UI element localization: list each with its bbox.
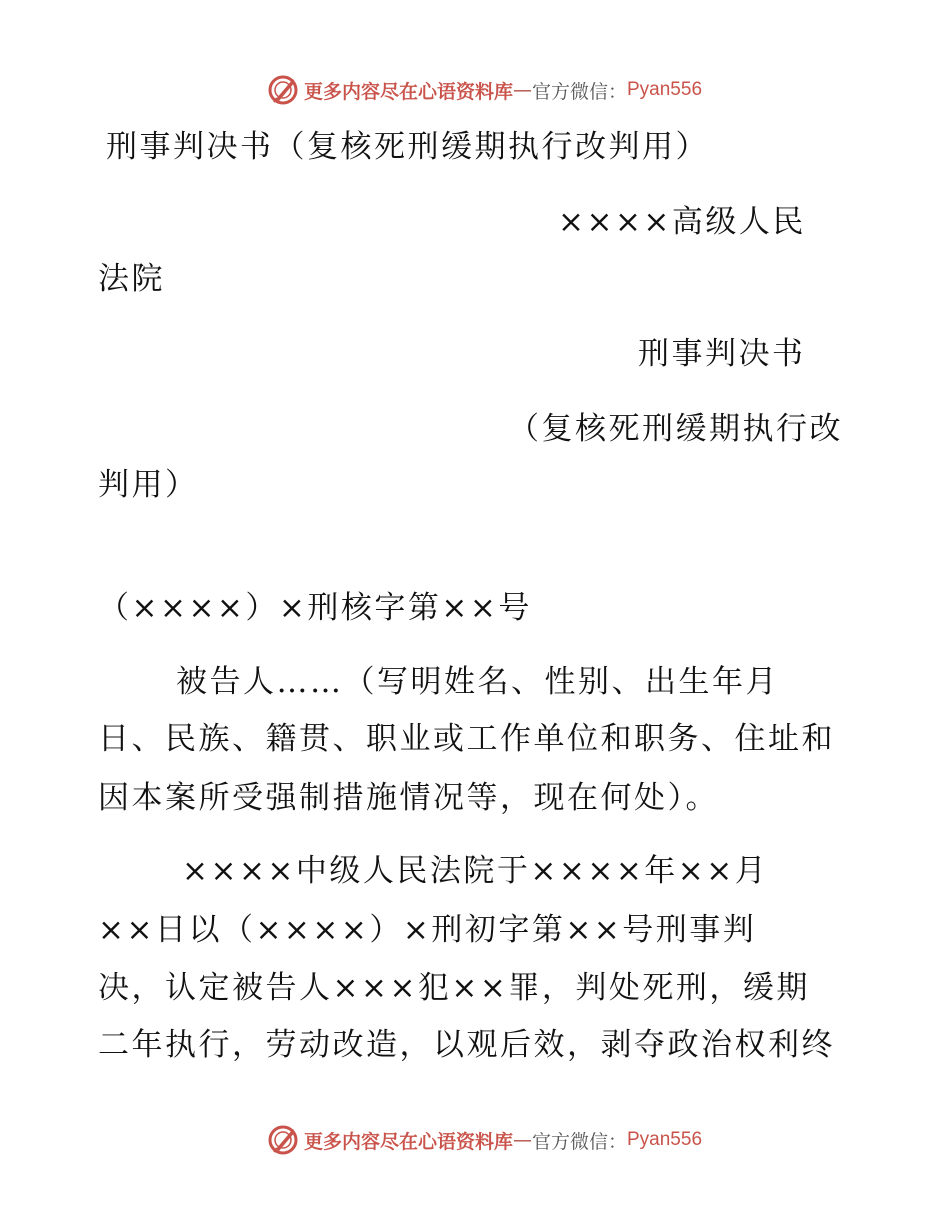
- header-banner-content: [266, 73, 702, 107]
- footer-banner-text: 更多内容尽在心语资料库: [303, 1130, 513, 1153]
- header-banner: [0, 70, 950, 110]
- footer-banner-content: [266, 1123, 702, 1157]
- quill-logo-icon: [266, 1123, 300, 1157]
- quill-logo-icon: [266, 73, 300, 107]
- court-name-line-2: 法院: [98, 261, 165, 297]
- document-heading: 刑事判决书（复核死刑缓期执行改判用）: [106, 129, 709, 165]
- document-subtitle-line-1: （复核死刑缓期执行改: [508, 411, 843, 447]
- footer-banner: [0, 1120, 950, 1160]
- header-banner-text: 更多内容尽在心语资料库: [303, 80, 513, 103]
- header-banner-wechat-label: 官方微信：: [531, 80, 627, 103]
- header-banner-wechat-id: Pyan556: [627, 79, 703, 100]
- document-subtitle-line-2: 判用）: [98, 467, 199, 503]
- court-name-line-1: ××××高级人民: [558, 204, 806, 240]
- footer-banner-wechat-id: Pyan556: [627, 1129, 703, 1150]
- paragraph-2-line-1: ××××中级人民法院于××××年××月: [182, 853, 769, 889]
- paragraph-1-line-1: 被告人……（写明姓名、性别、出生年月: [176, 664, 779, 700]
- case-number: （××××）×刑核字第××号: [98, 590, 532, 626]
- paragraph-2-line-4: 二年执行，劳动改造，以观后效，剥夺政治权利终: [98, 1027, 835, 1063]
- paragraph-1-line-2: 日、民族、籍贯、职业或工作单位和职务、住址和: [98, 721, 835, 757]
- footer-banner-dash: —: [512, 1129, 532, 1151]
- footer-banner-wechat-label: 官方微信：: [531, 1130, 627, 1153]
- paragraph-2-line-2: ××日以（××××）×刑初字第××号刑事判: [98, 912, 757, 948]
- document-title: 刑事判决书: [638, 336, 806, 372]
- header-banner-dash: —: [512, 79, 532, 101]
- paragraph-1-line-3: 因本案所受强制措施情况等，现在何处）。: [98, 780, 719, 816]
- paragraph-2-line-3: 决，认定被告人×××犯××罪，判处死刑，缓期: [98, 970, 810, 1006]
